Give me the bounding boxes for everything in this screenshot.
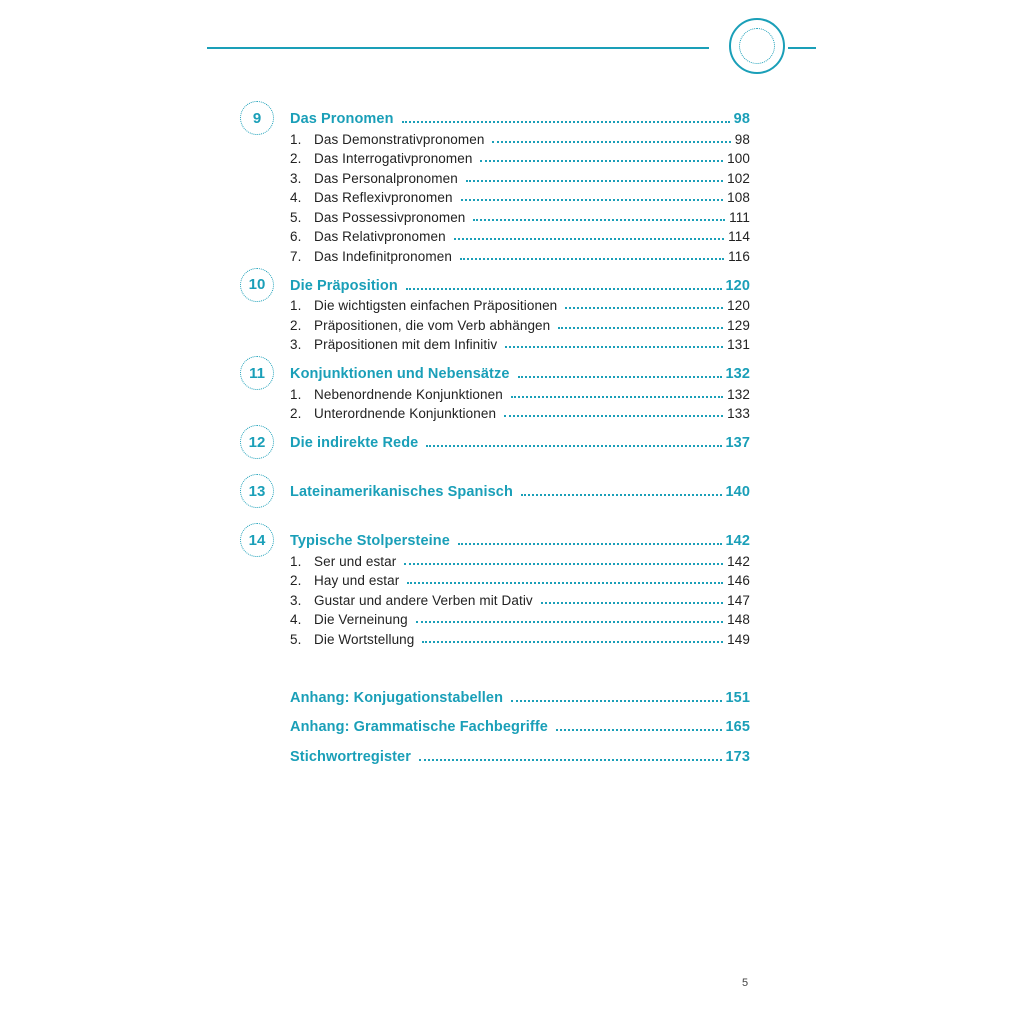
toc-section-entry[interactable] xyxy=(290,127,750,147)
toc-section-entry[interactable] xyxy=(290,333,750,353)
section-number: 1. xyxy=(290,386,302,402)
chapter-number-badge: 14 xyxy=(240,523,274,557)
dot-leader xyxy=(402,121,730,123)
dot-leader xyxy=(461,199,724,201)
toc-chapter-title: Konjunktionen und Nebensätze xyxy=(290,366,510,382)
header-rule-left xyxy=(207,47,709,49)
section-title: Präpositionen, die vom Verb abhängen xyxy=(314,317,551,333)
section-title: Unterordnende Konjunktionen xyxy=(314,406,497,421)
toc-section-entry[interactable] xyxy=(290,627,750,647)
section-number: 2. xyxy=(290,573,302,588)
spacer xyxy=(238,500,750,529)
toc-section-entry[interactable] xyxy=(290,313,750,333)
section-page-number: 120 xyxy=(727,298,750,313)
dot-leader xyxy=(505,346,723,348)
section-page-number: 146 xyxy=(727,573,750,588)
appendix-title: Stichwortregister xyxy=(290,748,411,765)
toc-appendix-entry[interactable] xyxy=(290,715,750,735)
dot-leader xyxy=(458,543,722,545)
spacer xyxy=(238,647,750,686)
toc-page-number: 120 xyxy=(725,277,750,294)
dot-leader xyxy=(404,563,723,565)
toc-section-entry[interactable] xyxy=(290,225,750,245)
appendix-page-number: 151 xyxy=(725,689,750,706)
chapter-number-badge: 11 xyxy=(240,356,274,390)
dot-leader xyxy=(406,288,722,290)
dot-leader xyxy=(504,415,723,417)
section-title: Das Indefinitpronomen xyxy=(314,248,452,264)
dot-leader xyxy=(480,160,723,162)
dot-leader xyxy=(541,602,723,604)
dot-leader xyxy=(556,729,722,731)
toc-section-entry[interactable] xyxy=(290,549,750,569)
toc-appendix xyxy=(238,686,750,765)
dot-leader xyxy=(518,376,722,378)
spacer xyxy=(238,421,750,431)
section-page-number: 147 xyxy=(727,592,750,608)
section-title: Präpositionen mit dem Infinitiv xyxy=(314,337,498,352)
toc-appendix-entry[interactable] xyxy=(290,745,750,765)
section-title: Das Reflexivpronomen xyxy=(314,190,453,205)
toc-section-entry[interactable] xyxy=(290,569,750,589)
spacer xyxy=(238,451,750,480)
section-number: 3. xyxy=(290,592,302,608)
chapter-number-badge: 10 xyxy=(240,268,274,302)
page-number: 5 xyxy=(742,977,749,989)
toc-chapter-heading[interactable] xyxy=(290,529,750,549)
section-number: 7. xyxy=(290,248,302,264)
section-number: 2. xyxy=(290,151,302,166)
toc-section-entry[interactable] xyxy=(290,205,750,225)
appendix-page-number: 173 xyxy=(725,748,750,765)
dot-leader xyxy=(422,641,723,643)
toc-chapter-heading[interactable] xyxy=(290,431,750,451)
toc-chapter-title: Die Präposition xyxy=(290,277,398,294)
section-page-number: 133 xyxy=(727,406,750,421)
section-page-number: 132 xyxy=(727,386,750,402)
section-number: 1. xyxy=(290,553,302,569)
toc-chapter-heading[interactable] xyxy=(290,362,750,382)
toc-chapter-13 xyxy=(238,480,750,500)
chapter-number-badge: 9 xyxy=(240,101,274,135)
dot-leader xyxy=(407,582,723,584)
section-number: 1. xyxy=(290,131,302,147)
dot-leader xyxy=(426,445,721,447)
header-circle-ornament xyxy=(729,18,785,74)
section-number: 5. xyxy=(290,209,302,225)
section-title: Das Interrogativpronomen xyxy=(314,151,473,166)
section-title: Das Personalpronomen xyxy=(314,170,458,186)
section-page-number: 98 xyxy=(734,131,750,147)
toc-chapter-9 xyxy=(238,107,750,264)
toc-section-entry[interactable] xyxy=(290,166,750,186)
section-title: Das Relativpronomen xyxy=(314,229,446,244)
dot-leader xyxy=(511,396,723,398)
section-page-number: 129 xyxy=(727,317,750,333)
toc-section-entry[interactable] xyxy=(290,588,750,608)
toc-section-entry[interactable] xyxy=(290,382,750,402)
table-of-contents xyxy=(238,107,750,765)
dot-leader xyxy=(565,307,723,309)
toc-chapter-title: Das Pronomen xyxy=(290,111,394,127)
toc-page-number: 98 xyxy=(733,111,750,127)
toc-section-entry[interactable] xyxy=(290,244,750,264)
toc-chapter-12 xyxy=(238,431,750,451)
section-title: Das Demonstrativpronomen xyxy=(314,131,485,147)
toc-section-entry[interactable] xyxy=(290,147,750,167)
section-page-number: 116 xyxy=(728,248,750,264)
section-page-number: 100 xyxy=(727,151,750,166)
toc-page-number: 132 xyxy=(725,366,750,382)
toc-section-entry[interactable] xyxy=(290,402,750,422)
toc-section-entry[interactable] xyxy=(290,186,750,206)
toc-chapter-14 xyxy=(238,529,750,647)
section-page-number: 149 xyxy=(727,631,750,647)
dot-leader xyxy=(473,219,725,221)
toc-chapter-title: Lateinamerikanisches Spanisch xyxy=(290,484,513,500)
toc-section-entry[interactable] xyxy=(290,608,750,628)
section-page-number: 102 xyxy=(727,170,750,186)
appendix-title: Anhang: Konjugationstabellen xyxy=(290,689,504,706)
dot-leader xyxy=(466,180,723,182)
section-title: Ser und estar xyxy=(314,553,397,569)
dot-leader xyxy=(454,238,724,240)
section-number: 2. xyxy=(290,406,302,421)
dot-leader xyxy=(492,141,730,143)
toc-chapter-10 xyxy=(238,274,750,353)
toc-section-entry[interactable] xyxy=(290,294,750,314)
section-title: Die wichtigsten einfachen Präpositionen xyxy=(314,298,558,313)
section-page-number: 111 xyxy=(729,209,750,225)
dot-leader xyxy=(419,759,722,761)
toc-page-number: 142 xyxy=(725,533,750,549)
spacer xyxy=(290,735,750,745)
dot-leader xyxy=(521,494,722,496)
section-title: Die Verneinung xyxy=(314,612,408,627)
toc-page-number: 140 xyxy=(725,484,750,500)
spacer xyxy=(238,352,750,362)
section-number: 5. xyxy=(290,631,302,647)
dot-leader xyxy=(416,621,723,623)
section-page-number: 108 xyxy=(727,190,750,205)
toc-chapter-11 xyxy=(238,362,750,421)
dot-leader xyxy=(558,327,723,329)
section-number: 6. xyxy=(290,229,302,244)
toc-page-number: 137 xyxy=(725,435,750,451)
section-page-number: 148 xyxy=(727,612,750,627)
section-title: Die Wortstellung xyxy=(314,631,415,647)
toc-chapter-title: Typische Stolpersteine xyxy=(290,533,450,549)
appendix-page-number: 165 xyxy=(725,719,750,735)
section-title: Nebenordnende Konjunktionen xyxy=(314,386,503,402)
section-page-number: 142 xyxy=(727,553,750,569)
section-title: Gustar und andere Verben mit Dativ xyxy=(314,592,533,608)
toc-chapter-heading[interactable] xyxy=(290,107,750,127)
dot-leader xyxy=(511,700,721,702)
section-number: 1. xyxy=(290,298,302,313)
appendix-title: Anhang: Grammatische Fachbegriffe xyxy=(290,719,548,735)
toc-appendix-entry[interactable] xyxy=(290,686,750,706)
section-number: 4. xyxy=(290,612,302,627)
toc-chapter-heading[interactable] xyxy=(290,274,750,294)
spacer xyxy=(238,264,750,274)
chapter-number-badge: 13 xyxy=(240,474,274,508)
dot-leader xyxy=(460,258,724,260)
toc-chapter-title: Die indirekte Rede xyxy=(290,435,419,451)
toc-chapter-heading[interactable] xyxy=(290,480,750,500)
section-title: Hay und estar xyxy=(314,573,400,588)
chapter-number-badge: 12 xyxy=(240,425,274,459)
spacer xyxy=(290,706,750,716)
header-circle-inner-ornament xyxy=(739,28,775,64)
header-rule-right xyxy=(788,47,816,49)
section-number: 3. xyxy=(290,170,302,186)
section-number: 2. xyxy=(290,317,302,333)
section-number: 4. xyxy=(290,190,302,205)
section-number: 3. xyxy=(290,337,302,352)
section-title: Das Possessivpronomen xyxy=(314,209,466,225)
section-page-number: 114 xyxy=(728,229,750,244)
section-page-number: 131 xyxy=(727,337,750,352)
